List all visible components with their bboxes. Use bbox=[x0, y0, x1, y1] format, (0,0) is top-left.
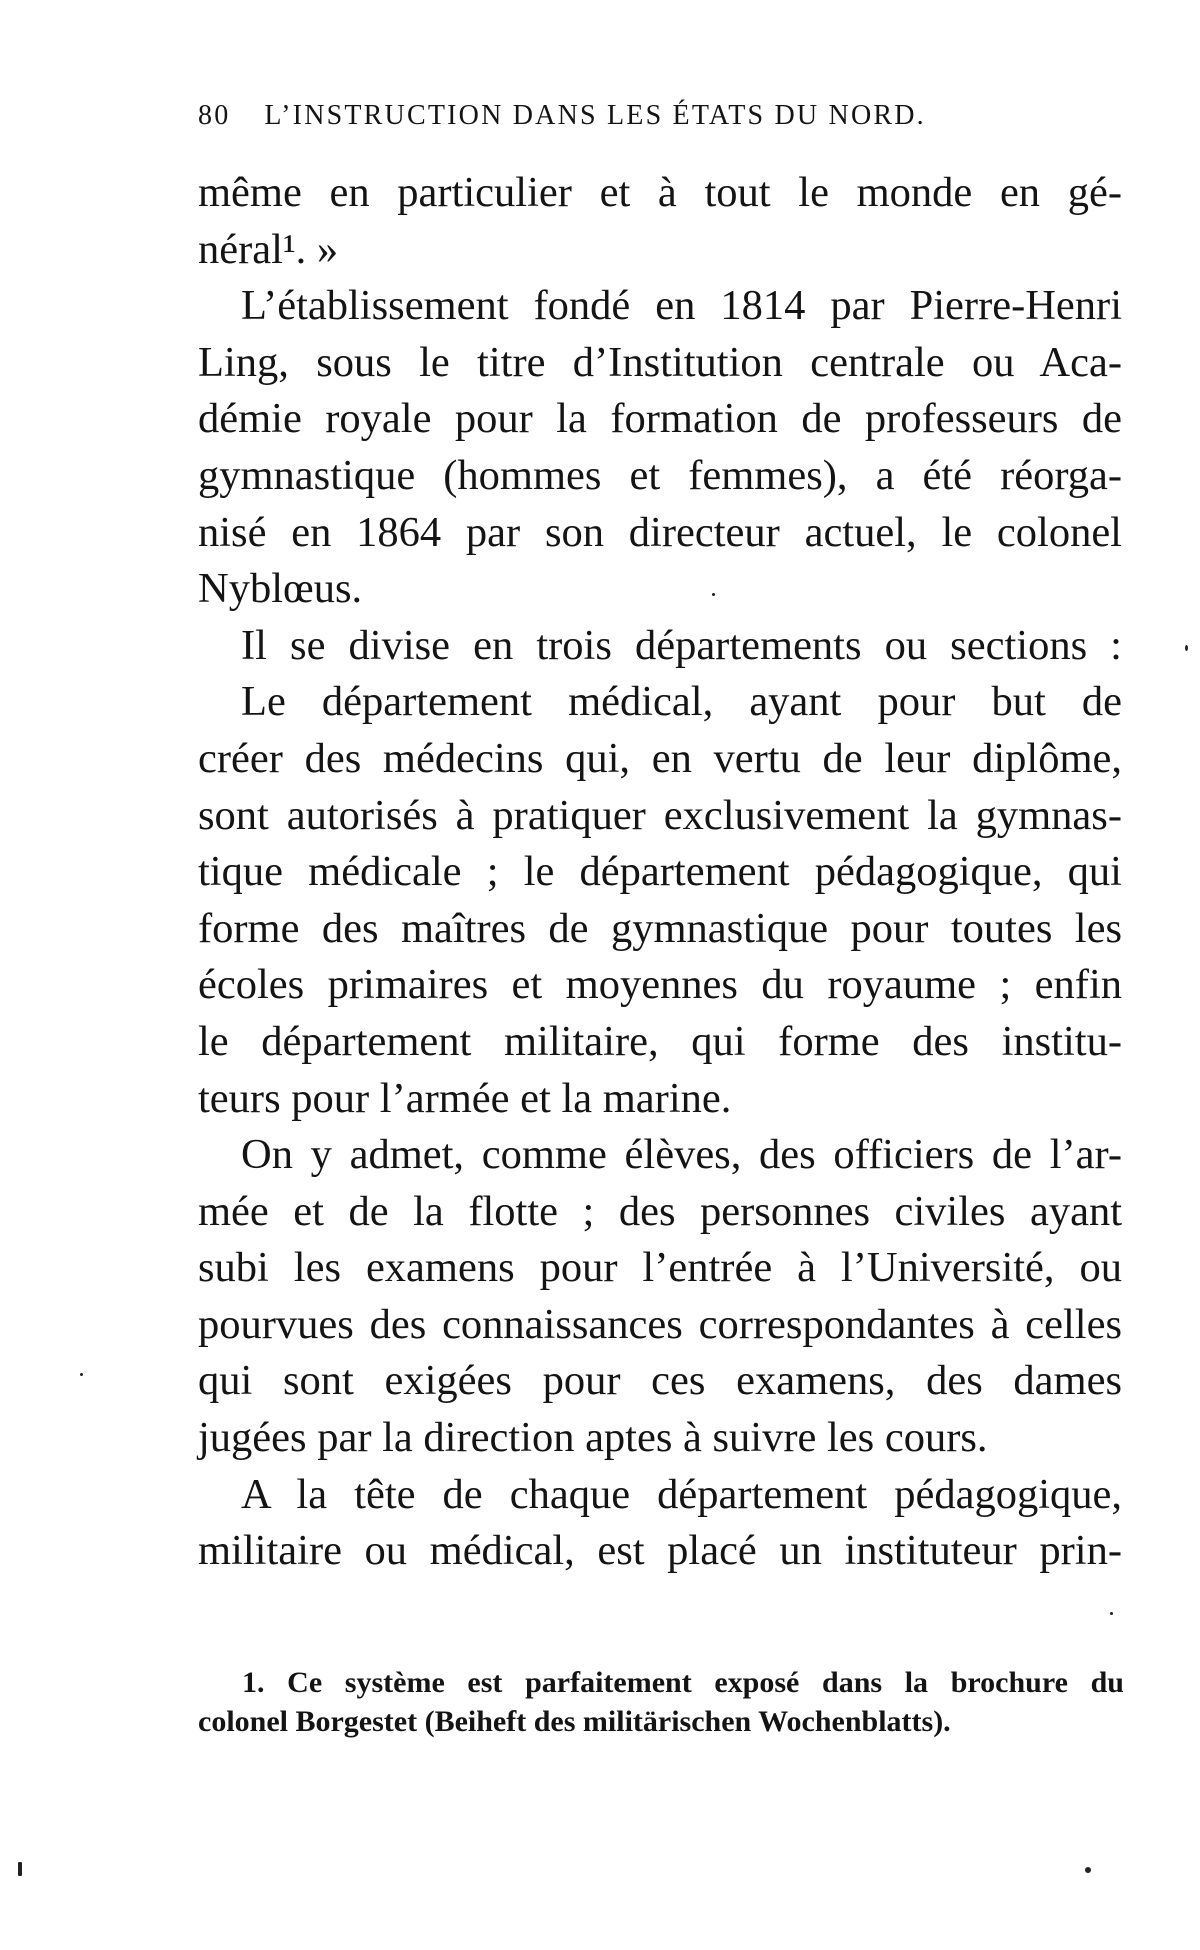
running-header bbox=[198, 100, 998, 132]
text-line: jugées par la direction aptes à suivre les cours. bbox=[198, 1414, 988, 1462]
ink-speck bbox=[712, 593, 715, 596]
text-line: sont autorisés à pratiquer exclusivement la gymnas- bbox=[198, 791, 1122, 839]
ink-speck bbox=[1185, 645, 1188, 651]
text-line: pourvues des connaissances correspondantes à celles bbox=[198, 1300, 1122, 1348]
text-line: gymnastique (hommes et femmes), a été réorga- bbox=[198, 451, 1122, 499]
footnote bbox=[198, 1663, 1124, 1741]
text-line: tique médicale ; le département pédagogique, qui bbox=[198, 848, 1122, 896]
text-line: A la tête de chaque département pédagogique, bbox=[241, 1470, 1122, 1518]
footnote-line: 1. Ce système est parfaitement exposé dans la brochure du bbox=[242, 1666, 1124, 1699]
ink-speck bbox=[80, 1373, 83, 1376]
text-line: qui sont exigées pour ces examens, des dames bbox=[198, 1357, 1122, 1405]
ink-speck bbox=[18, 1862, 22, 1876]
text-line: On y admet, comme élèves, des officiers de l’ar- bbox=[241, 1131, 1122, 1179]
ink-speck bbox=[1085, 1867, 1091, 1873]
text-line: militaire ou médical, est placé un instituteur prin- bbox=[198, 1527, 1122, 1575]
text-line: nisé en 1864 par son directeur actuel, le colonel bbox=[198, 508, 1122, 556]
text-line: même en particulier et à tout le monde en gé- bbox=[198, 169, 1122, 216]
running-title: L’INSTRUCTION DANS LES ÉTATS DU NORD. bbox=[264, 100, 926, 131]
text-line: mée et de la flotte ; des personnes civiles ayant bbox=[198, 1187, 1122, 1235]
text-line: Ling, sous le titre d’Institution centrale ou Aca- bbox=[198, 338, 1122, 386]
text-line: Nyblœus. bbox=[198, 565, 363, 613]
text-line: néral¹. » bbox=[198, 225, 339, 273]
text-line: démie royale pour la formation de professeurs de bbox=[198, 395, 1122, 443]
text-line: teurs pour l’armée et la marine. bbox=[198, 1074, 732, 1122]
body-text bbox=[198, 165, 1122, 1580]
page-number: 80 bbox=[198, 100, 231, 131]
text-line: le département militaire, qui forme des institu- bbox=[198, 1017, 1122, 1065]
text-line: forme des maîtres de gymnastique pour toutes les bbox=[198, 904, 1122, 952]
text-line: Le département médical, ayant pour but de bbox=[241, 678, 1122, 726]
text-line: L’établissement fondé en 1814 par Pierre-Henri bbox=[241, 282, 1122, 330]
footnote-line: colonel Borgestet (Beiheft des militärischen Wochenblatts). bbox=[198, 1705, 951, 1738]
text-line: subi les examens pour l’entrée à l’Université, ou bbox=[198, 1244, 1122, 1292]
text-line: créer des médecins qui, en vertu de leur diplôme, bbox=[198, 734, 1122, 782]
ink-speck bbox=[1110, 1612, 1113, 1615]
text-line: Il se divise en trois départements ou sections : bbox=[241, 621, 1122, 669]
text-line: écoles primaires et moyennes du royaume ; enfin bbox=[198, 961, 1122, 1009]
